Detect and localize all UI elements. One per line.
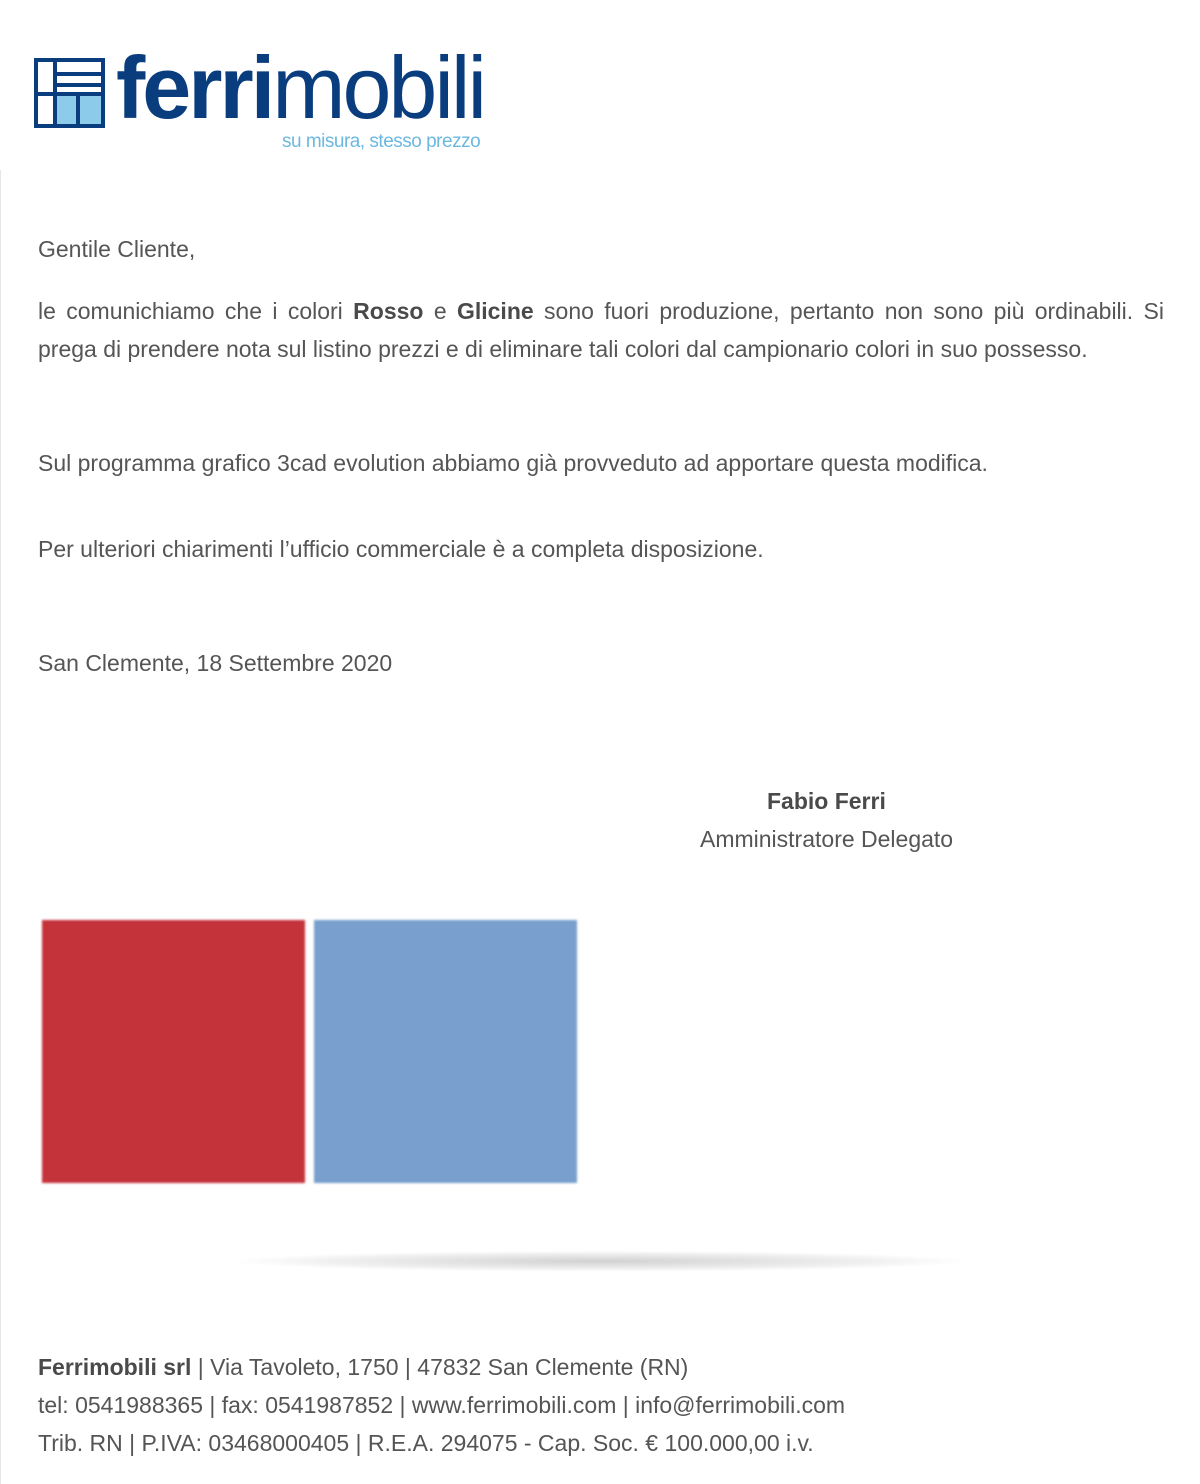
para1-text-between: e — [423, 298, 457, 324]
dateline: San Clemente, 18 Settembre 2020 — [38, 650, 393, 676]
footer-address: | Via Tavoleto, 1750 | 47832 San Clemente (RN) — [191, 1354, 689, 1380]
shadow-divider — [110, 1250, 1090, 1278]
logo-wordmark — [116, 40, 484, 136]
left-border — [0, 170, 1, 1484]
para1-text-start: le comunichiamo che i colori — [38, 298, 354, 324]
greeting: Gentile Cliente, — [38, 236, 196, 262]
swatch-glicine — [314, 920, 577, 1183]
footer-line-1 — [38, 1348, 845, 1386]
footer-line-2: tel: 0541988365 | fax: 0541987852 | www.ferrimobili.com | info@ferrimobili.com — [38, 1392, 846, 1418]
footer-line-3: Trib. RN | P.IVA: 03468000405 | R.E.A. 294075 - Cap. Soc. € 100.000,00 i.v. — [38, 1430, 814, 1456]
swatch-rosso — [42, 920, 305, 1183]
para1-text-end: sono fuori produzione, pertanto non sono più ordinabili. Si prega di prendere nota sul listino prezzi e di eliminare tali colori dal campionario colori in suo possesso. — [38, 298, 1164, 362]
paragraph-contact: Per ulteriori chiarimenti l’ufficio commerciale è a completa disposizione. — [38, 536, 764, 562]
logo-word-light: mobili — [272, 38, 485, 137]
logo-tagline: su misura, stesso prezzo — [282, 131, 481, 152]
footer — [38, 1348, 845, 1462]
paragraph-discontinued-colors — [38, 292, 1164, 368]
signer-name: Fabio Ferri — [767, 788, 886, 814]
color-name-glicine: Glicine — [456, 298, 534, 324]
logo-word-strong: ferri — [116, 38, 273, 137]
paragraph-3cad: Sul programma grafico 3cad evolution abbiamo già provveduto ad apportare questa modifica. — [38, 450, 988, 476]
footer-company: Ferrimobili srl — [38, 1354, 192, 1380]
logo-grid-icon — [34, 58, 105, 128]
signer-role: Amministratore Delegato — [700, 826, 954, 852]
color-name-rosso: Rosso — [353, 298, 424, 324]
